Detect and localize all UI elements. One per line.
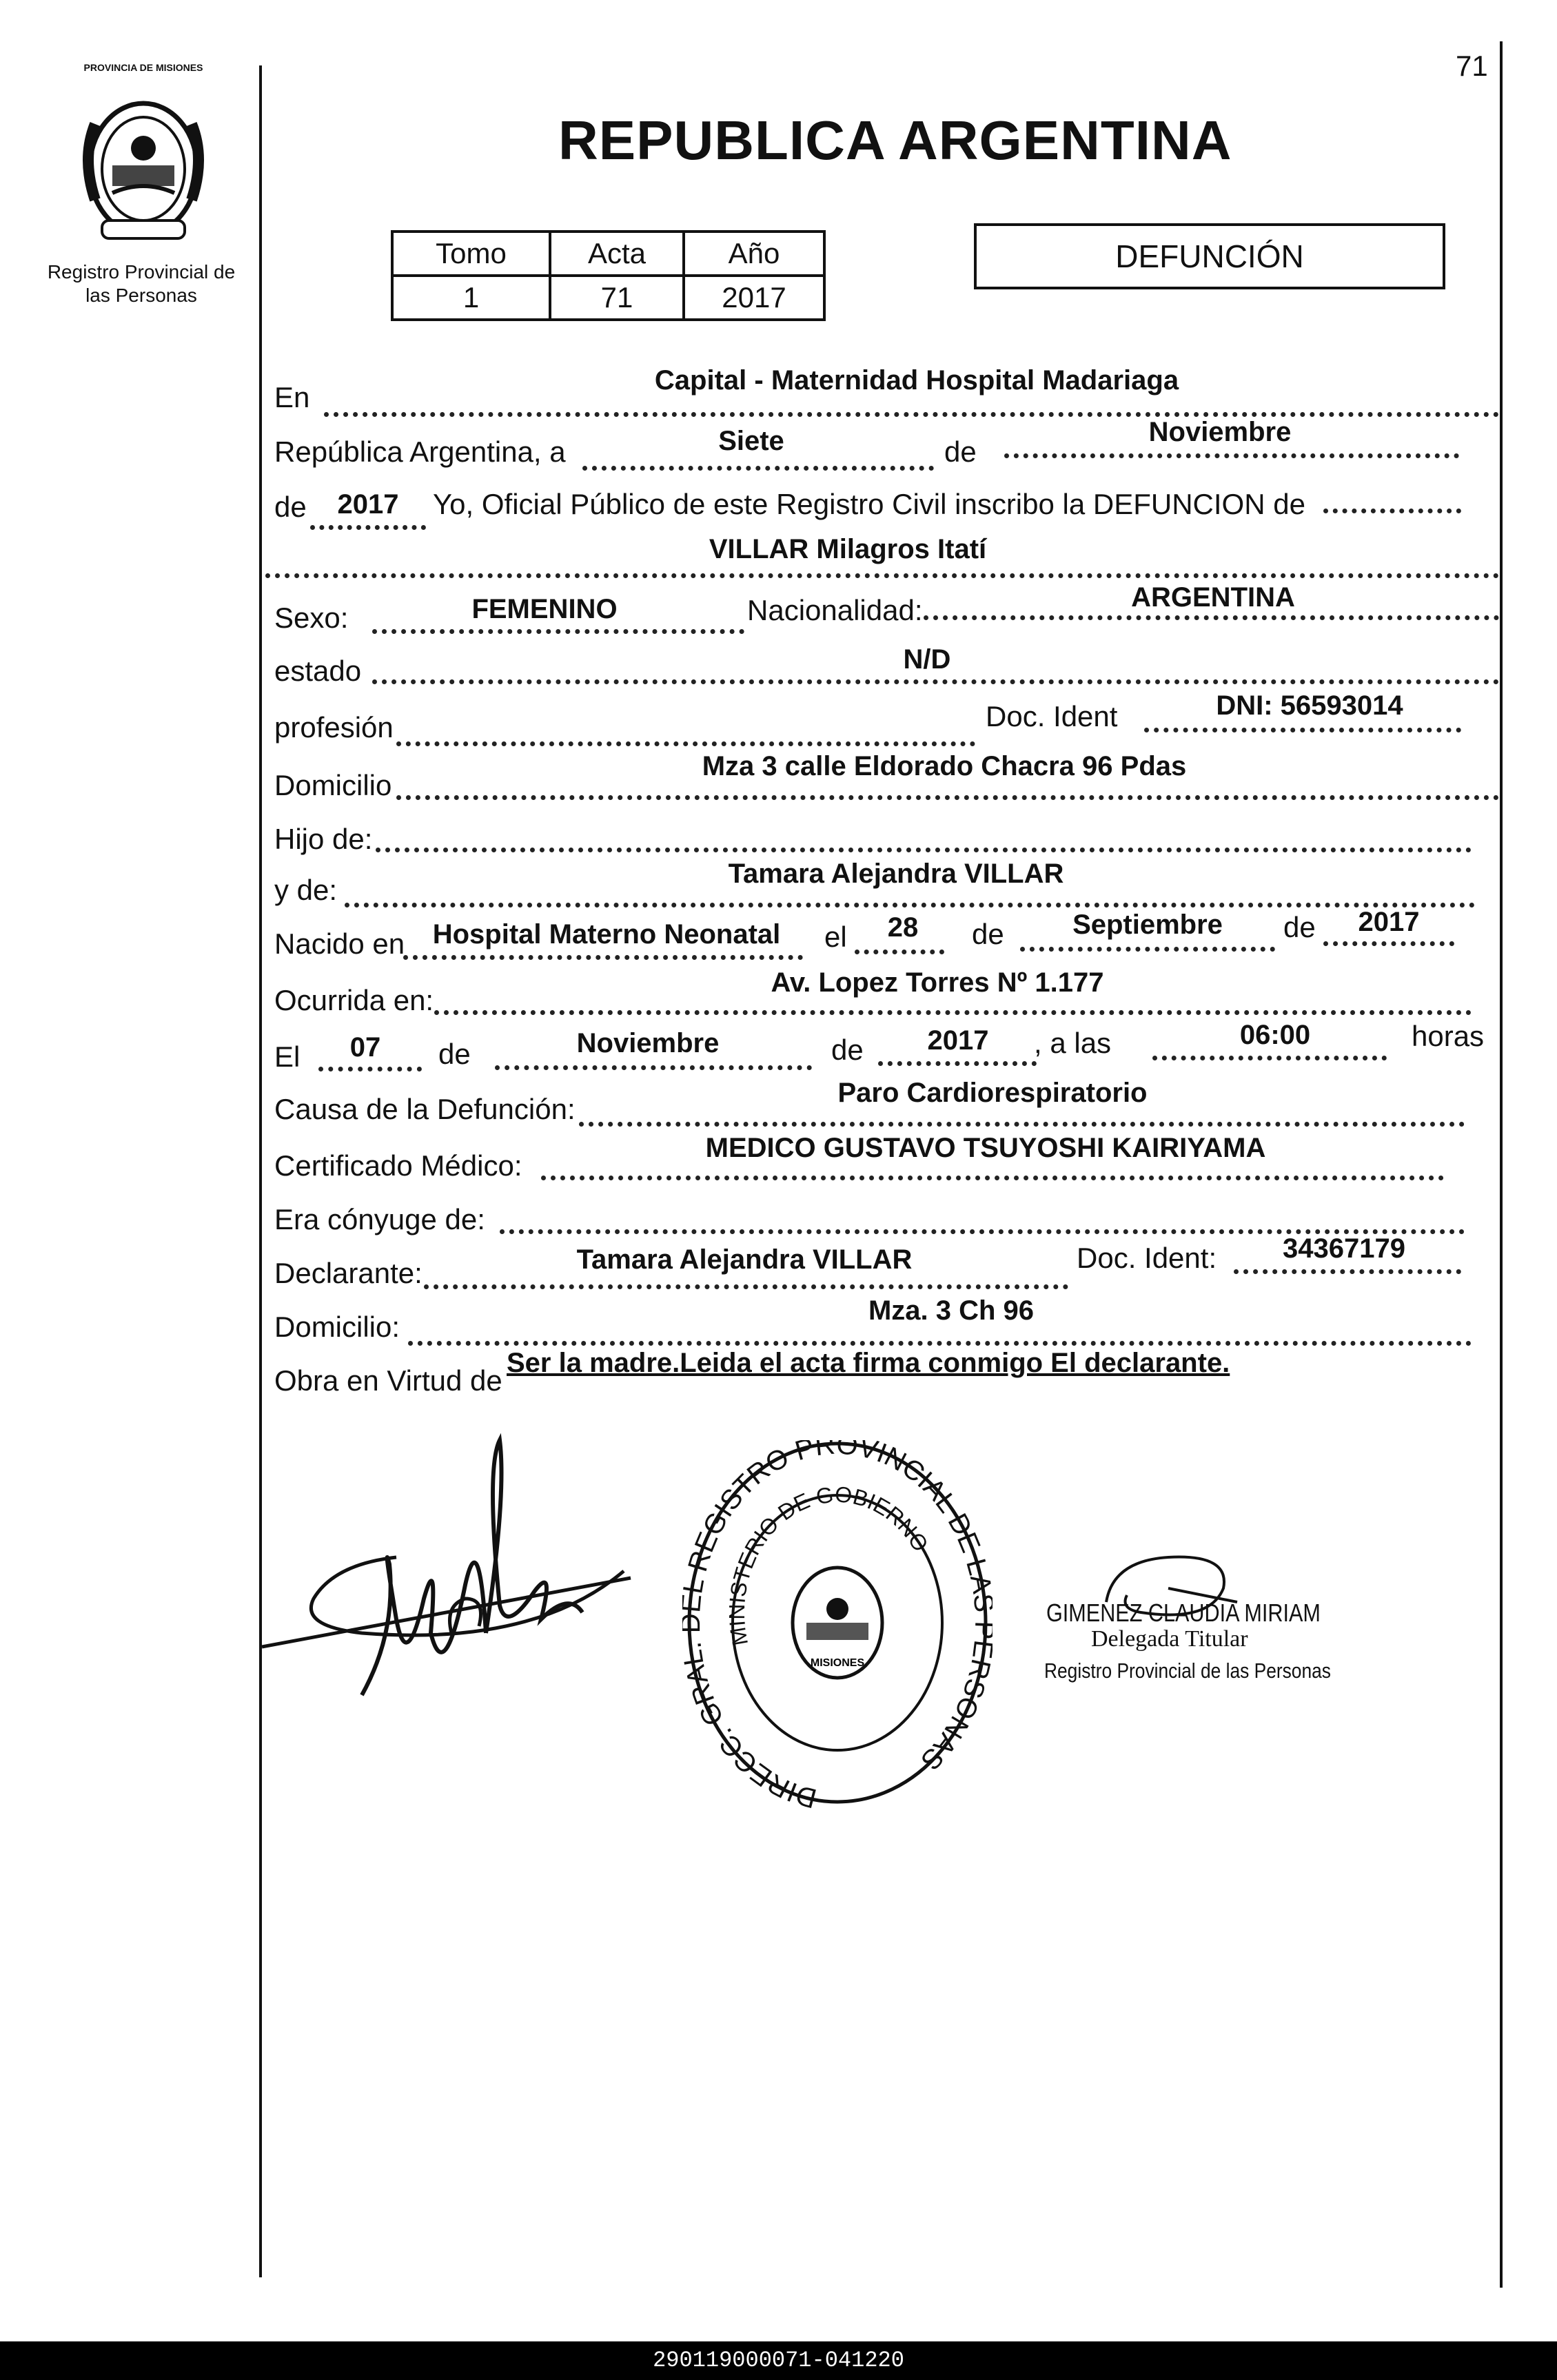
deceased-name: VILLAR Milagros Itatí (709, 534, 987, 564)
profesion-label: profesión (274, 711, 394, 743)
table-value-tomo: 1 (392, 276, 550, 320)
horas-label: horas (1412, 1020, 1485, 1052)
birth-day: 28 (887, 912, 919, 943)
en-line (324, 412, 1499, 417)
obra-value: Ser la madre.Leida el acta firma conmigo El declarante. (507, 1348, 1230, 1378)
yde-value: Tamara Alejandra VILLAR (728, 859, 1064, 889)
death-de-label: de (438, 1038, 471, 1070)
en-label: En (274, 381, 310, 413)
sexo-value: FEMENINO (471, 594, 618, 624)
doc-ident-value: DNI: 56593014 (1216, 690, 1403, 721)
left-margin-line (259, 65, 262, 2277)
inscribo-text: Yo, Oficial Público de este Registro Civil inscribo la DEFUNCION de (433, 488, 1305, 520)
obra-label: Obra en Virtud de (274, 1364, 502, 1397)
en-value: Capital - Maternidad Hospital Madariaga (654, 365, 1179, 396)
death-year: 2017 (927, 1025, 989, 1056)
logo-caption-line1: Registro Provincial de (47, 261, 236, 283)
month-line (1004, 453, 1459, 458)
decl-doc-label: Doc. Ident: (1077, 1242, 1217, 1274)
logo-text: PROVINCIA DE MISIONES (83, 62, 203, 73)
page-number: 71 (1456, 50, 1488, 82)
birth-month-line (1020, 947, 1275, 952)
record-table (391, 230, 826, 321)
certificado-value: MEDICO GUSTAVO TSUYOSHI KAIRIYAMA (705, 1133, 1266, 1163)
nacionalidad-value: ARGENTINA (1131, 582, 1295, 613)
page-title: REPUBLICA ARGENTINA (558, 110, 1232, 171)
ocurrida-label: Ocurrida en: (274, 984, 434, 1016)
birth-year: 2017 (1358, 907, 1420, 937)
table-value-ano: 2017 (684, 276, 824, 320)
table-value-acta: 71 (550, 276, 684, 320)
official-stamp (1044, 1554, 1375, 1719)
seal-center-text: MISIONES (810, 1657, 865, 1669)
record-type: DEFUNCIÓN (1115, 238, 1304, 274)
official-role: Delegada Titular (1091, 1626, 1248, 1652)
footer-code: 290119000071-041220 (0, 2341, 1557, 2380)
yde-line (345, 903, 1475, 907)
republica-label: República Argentina, a (274, 435, 566, 468)
declarante-line (424, 1284, 1068, 1289)
death-month: Noviembre (576, 1028, 720, 1058)
table-header-ano: Año (684, 232, 824, 276)
death-day: 07 (349, 1032, 381, 1063)
nacido-label: Nacido en (274, 927, 405, 960)
sexo-label: Sexo: (274, 602, 349, 634)
logo-caption (38, 260, 245, 307)
hijo-line (376, 848, 1472, 852)
causa-value: Paro Cardiorespiratorio (837, 1078, 1148, 1108)
estado-value: N/D (903, 644, 951, 675)
decl-doc-line (1234, 1269, 1461, 1274)
inscribo-line (1323, 509, 1461, 513)
alas-label: , a las (1034, 1027, 1112, 1059)
yde-label: y de: (274, 874, 338, 906)
right-margin-line (1500, 41, 1503, 2288)
birth-day-line (855, 950, 944, 954)
birth-month: Septiembre (1072, 910, 1223, 940)
de2-label: de (274, 491, 307, 523)
decl-domicilio-label: Domicilio: (274, 1311, 400, 1343)
table-header-acta: Acta (550, 232, 684, 276)
table-header-tomo: Tomo (392, 232, 550, 276)
official-office: Registro Provincial de las Personas (1044, 1659, 1331, 1683)
year-value: 2017 (337, 489, 399, 520)
ocurrida-value: Av. Lopez Torres Nº 1.177 (771, 967, 1104, 998)
year-line (310, 525, 426, 530)
hijo-label: Hijo de: (274, 823, 373, 855)
signature (258, 1426, 644, 1736)
day-word: Siete (718, 426, 784, 456)
declarante-label: Declarante: (274, 1257, 423, 1289)
decl-domicilio-line (408, 1341, 1472, 1346)
estado-label: estado (274, 655, 362, 687)
certificado-line (541, 1176, 1444, 1180)
doc-ident-label: Doc. Ident (986, 700, 1118, 732)
death-year-line (878, 1061, 1037, 1066)
logo-caption-line2: las Personas (85, 285, 197, 306)
estado-line (372, 679, 1499, 684)
nacionalidad-label: Nacionalidad: (747, 594, 923, 626)
death-de2-label: de (831, 1034, 864, 1066)
death-day-line (318, 1067, 422, 1071)
sexo-line (372, 629, 744, 634)
birth-de2-label: de (1283, 911, 1316, 943)
month-word: Noviembre (1148, 417, 1292, 447)
death-time-line (1152, 1056, 1387, 1060)
province-logo (74, 62, 212, 248)
birth-de-label: de (972, 918, 1004, 950)
el-label: el (824, 921, 847, 953)
el2-label: El (274, 1040, 301, 1073)
causa-line (579, 1122, 1465, 1127)
seal-inner-text: MINISTERIO DE GOBIERNO (724, 1481, 934, 1648)
official-seal (682, 1440, 993, 1812)
profesion-line (396, 741, 975, 746)
ocurrida-line (434, 1010, 1472, 1015)
domicilio-line (396, 795, 1499, 800)
domicilio-label: Domicilio (274, 769, 392, 801)
name-line (265, 573, 1499, 578)
record-type-box (974, 223, 1445, 289)
death-month-line (495, 1065, 812, 1070)
decl-domicilio-value: Mza. 3 Ch 96 (868, 1295, 1035, 1326)
birth-year-line (1323, 941, 1454, 946)
day-line (582, 466, 934, 471)
death-time: 06:00 (1239, 1020, 1311, 1050)
nacido-line (403, 955, 803, 960)
causa-label: Causa de la Defunción: (274, 1093, 576, 1125)
domicilio-value: Mza 3 calle Eldorado Chacra 96 Pdas (702, 751, 1187, 781)
seal-outer-text: DIRECC. GRA REGISTRO PROVINCIAL DE L SONAS (682, 1440, 993, 1812)
doc-ident-line (1144, 728, 1461, 732)
conyuge-label: Era cónyuge de: (274, 1203, 485, 1235)
official-name: GIMENEZ CLAUDIA MIRIAM (1046, 1599, 1321, 1627)
nacido-value: Hospital Materno Neonatal (432, 919, 781, 950)
declarante-value: Tamara Alejandra VILLAR (576, 1244, 913, 1275)
de-label: de (944, 435, 977, 468)
certificado-label: Certificado Médico: (274, 1149, 522, 1182)
nacionalidad-line (924, 615, 1499, 620)
decl-doc-value: 34367179 (1283, 1233, 1405, 1264)
